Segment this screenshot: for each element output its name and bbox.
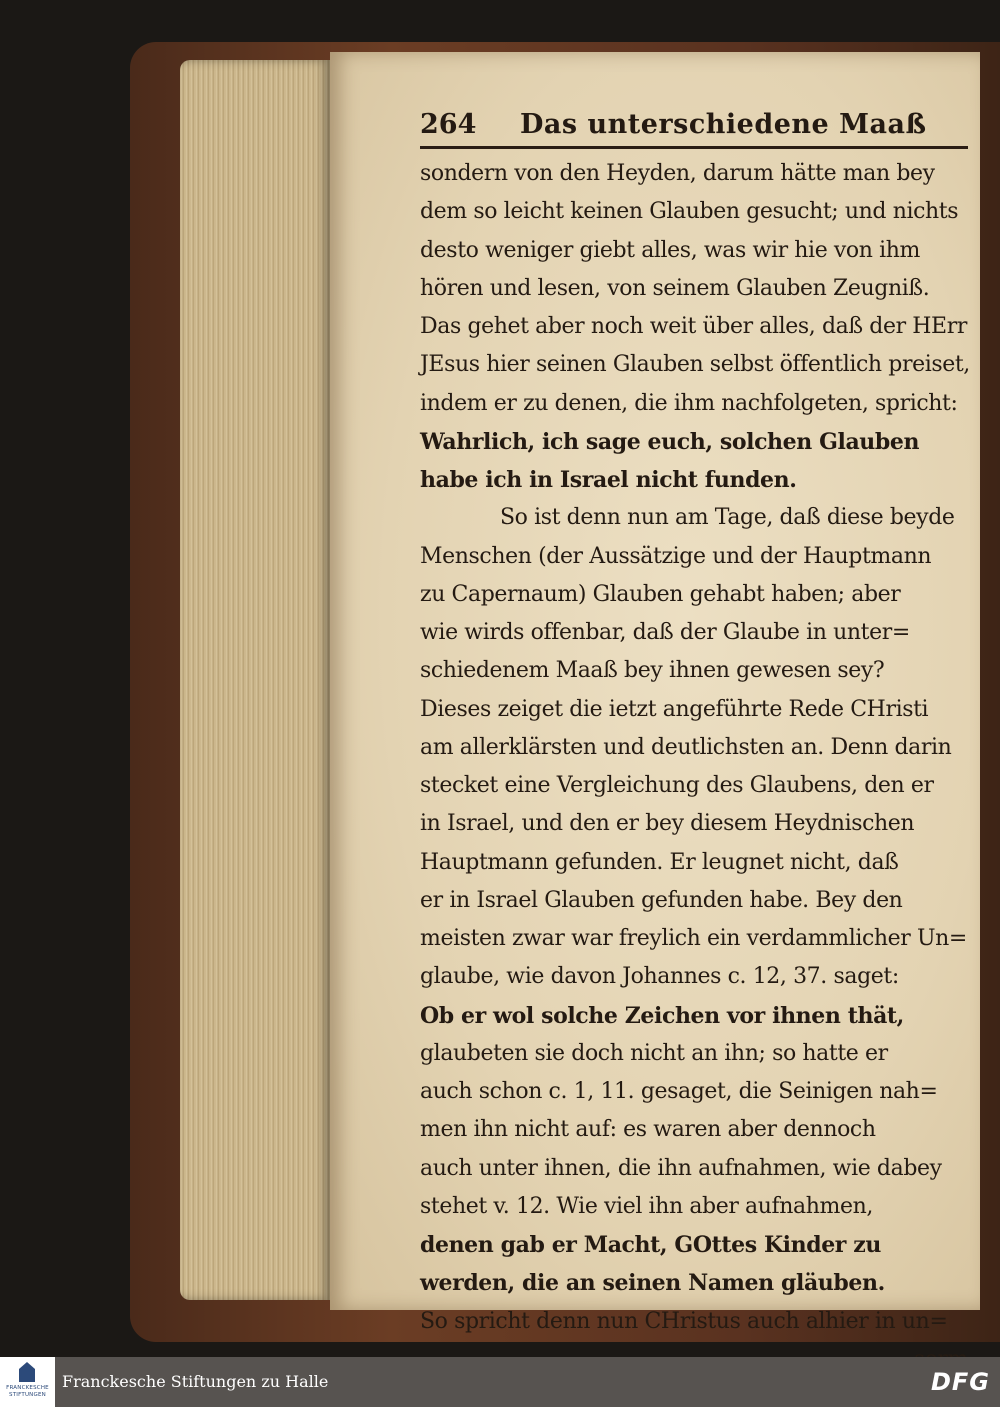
text-line: indem er zu denen, die ihm nachfolgeten, spricht: <box>420 390 958 416</box>
page-number: 264 <box>420 109 477 140</box>
page-fore-edge <box>180 60 330 1300</box>
text-line: Menschen (der Aussätzige und der Hauptmann <box>420 543 932 569</box>
dfg-logo[interactable]: DFG <box>930 1368 990 1396</box>
logo-text: FRANCKESCHE STIFTUNGEN <box>6 1385 49 1398</box>
text-line: zu Capernaum) Glauben gehabt haben; aber <box>420 581 901 607</box>
text-line: Das gehet aber noch weit über alles, daß der HErr <box>420 314 967 339</box>
text-line: am allerklärsten und deutlichsten an. Denn darin <box>420 734 952 760</box>
viewer-footer <box>0 1357 1000 1407</box>
text-line: schiedenem Maaß bey ihnen gewesen sey? <box>420 658 885 684</box>
text-line: Hauptmann gefunden. Er leugnet nicht, daß <box>420 849 899 875</box>
text-line: desto weniger giebt alles, was wir hie von ihm <box>420 237 921 263</box>
text-line: glaubeten sie doch nicht an ihn; so hatte er <box>420 1040 888 1066</box>
text-line: denen gab er Macht, GOttes Kinder zu <box>420 1232 881 1258</box>
text-line: Ob er wol solche Zeichen vor ihnen thät, <box>420 1002 904 1029</box>
text-line: So ist denn nun am Tage, daß diese beyde <box>500 505 955 531</box>
text-line: dem so leicht keinen Glauben gesucht; und nichts <box>420 199 959 225</box>
text-line: hören und lesen, von seinem Glauben Zeugniß. <box>420 275 930 301</box>
body-text <box>420 155 968 1379</box>
text-line: auch schon c. 1, 11. gesaget, die Seinigen nah= <box>420 1079 938 1104</box>
text-line: in Israel, und den er bey diesem Heydnischen <box>420 811 915 837</box>
running-head <box>420 100 968 149</box>
text-line: stehet v. 12. Wie viel ihn aber aufnahmen, <box>420 1193 873 1219</box>
text-line: glaube, wie davon Johannes c. 12, 37. saget: <box>420 964 899 990</box>
text-line: wie wirds offenbar, daß der Glaube in unter= <box>420 620 910 645</box>
text-line: stecket eine Vergleichung des Glaubens, den er <box>420 773 934 798</box>
text-line: Dieses zeiget die ietzt angeführte Rede CHristi <box>420 696 929 722</box>
text-line: JEsus hier seinen Glauben selbst öffentlich preiset, <box>420 352 970 378</box>
text-line: sondern von den Heyden, darum hätte man bey <box>420 161 935 186</box>
text-line: Wahrlich, ich sage euch, solchen Glauben <box>420 428 920 455</box>
institution-name[interactable]: Franckesche Stiftungen zu Halle <box>62 1372 329 1391</box>
text-line: er in Israel Glauben gefunden habe. Bey den <box>420 887 903 913</box>
institution-logo[interactable] <box>0 1357 55 1407</box>
text-line: habe ich in Israel nicht funden. <box>420 467 797 493</box>
text-line: auch unter ihnen, die ihn aufnahmen, wie dabey <box>420 1155 942 1181</box>
text-line: So spricht denn nun CHristus auch alhier in un= <box>420 1308 948 1334</box>
building-icon <box>19 1362 35 1382</box>
text-line: men ihn nicht auf: es waren aber dennoch <box>420 1117 876 1143</box>
text-line: werden, die an seinen Namen gläuben. <box>420 1270 885 1297</box>
text-line: meisten zwar war freylich ein verdammlicher Un= <box>420 926 967 951</box>
running-title: Das unterschiedene Maaß <box>520 109 927 140</box>
